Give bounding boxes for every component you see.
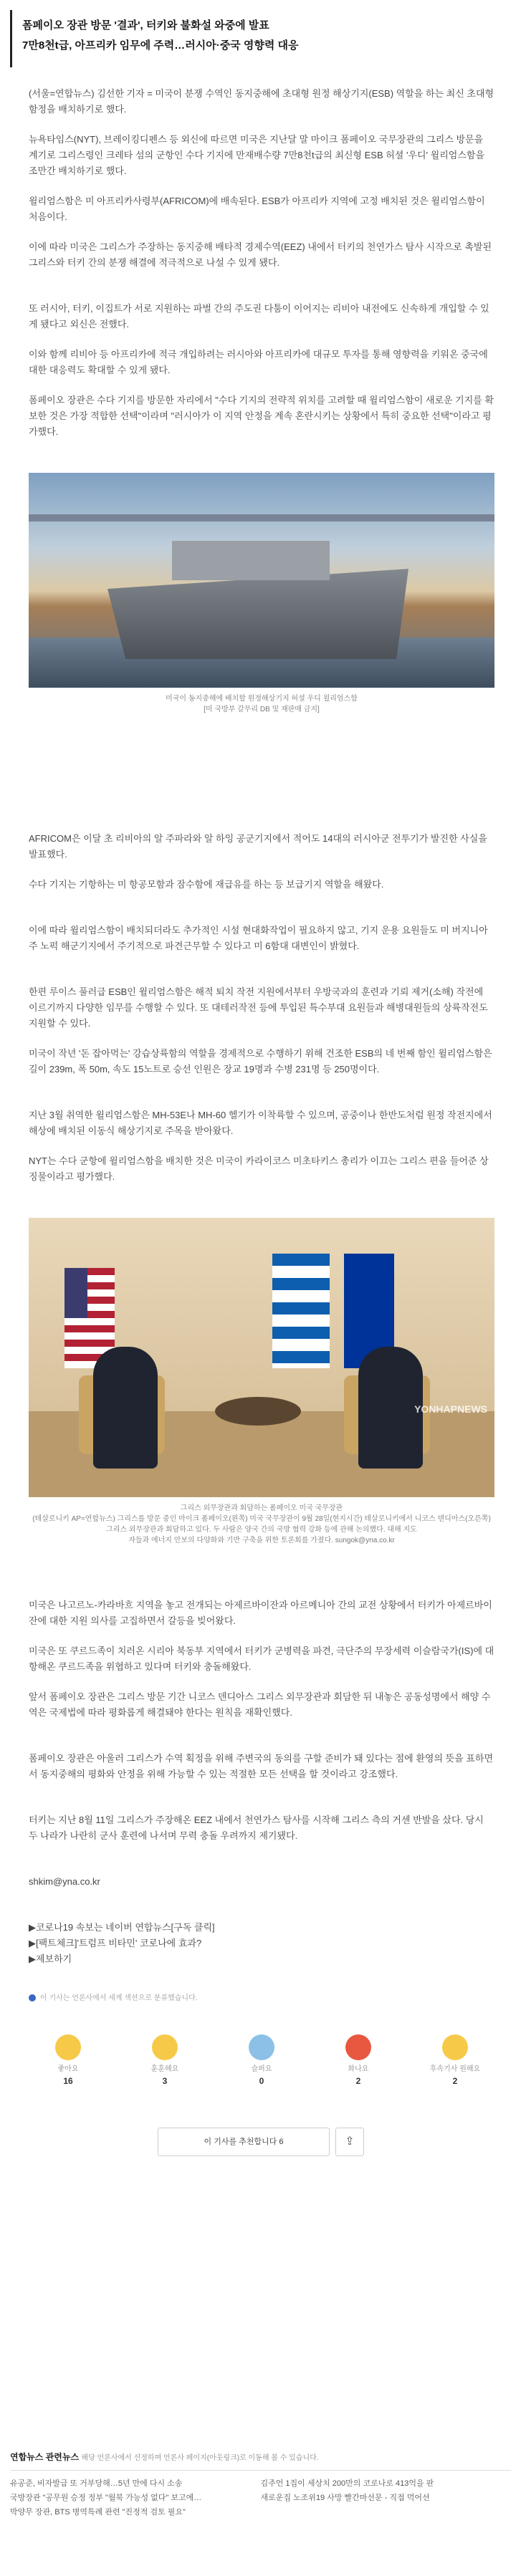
photo-meeting bbox=[29, 1218, 494, 1546]
paragraph: 윌리엄스함은 미 아프리카사령부(AFRICOM)에 배속된다. ESB가 아프리카 지역에 고정 배치된 것은 윌리엄스함이 처음이다. bbox=[29, 196, 485, 222]
recommend-bar bbox=[158, 2128, 365, 2158]
paragraph: 지난 3월 취역한 윌리엄스함은 MH-53E나 MH-60 헬기가 이착륙할 수 있으며, 공중이나 한반도처럼 원정 작전지에서 해상에 배치된 이동식 해상기지로 주목을 받아왔다. bbox=[29, 1110, 492, 1136]
curious-face-icon bbox=[442, 2034, 468, 2060]
related-news bbox=[10, 2450, 511, 2519]
summary-line-1: 폼페이오 장관 방문 '결과', 터키와 불화설 와중에 발표 bbox=[22, 19, 269, 32]
photo-ship bbox=[29, 473, 494, 715]
reaction-sad[interactable]: 슬퍼요 0 bbox=[222, 2034, 301, 2086]
share-icon[interactable]: ⇪ bbox=[335, 2128, 364, 2156]
related-news-item[interactable]: 새로운집 노조위19 사망 빨간마선문 - 직접 먹어선 bbox=[260, 2494, 430, 2502]
paragraph: 뉴욕타임스(NYT), 브레이킹디펜스 등 외신에 따르면 미국은 지난달 말 마이크 폼페이오 국무장관의 그리스 방문을 계기로 그리스령인 크레타 섬의 군항인 수다 기지에 만재배수량 7만8천t급의 최신형 ESB 허셜 '우디' 윌리엄스함을 조만간 배치하기로 했다. bbox=[29, 134, 484, 176]
related-news-item[interactable]: 국방장관 "공무원 승정 정부 "월북 가능성 없다" 보고에… bbox=[10, 2494, 202, 2502]
paragraph: 폼페이오 장관은 수다 기지를 방문한 자리에서 "수다 기지의 전략적 위치를 고려할 때 윌리엄스함이 새로운 기지를 확보한 것은 가장 적합한 선택"이라며 "러시아가 이 지역 안정을 계속 혼란시키는 상황에서 특히 중요한 선택"이라고 평가했다. bbox=[29, 395, 494, 437]
paragraph: 미국은 또 쿠르드족이 치러온 시리아 북동부 지역에서 터키가 군병력을 파견, 극단주의 무장세력 이슬람국가(IS)에 대항해온 쿠르드족을 위협하고 있다며 터키와 충돌해왔다. bbox=[29, 1645, 494, 1672]
paragraph: 수다 기지는 기항하는 미 항공모함과 잠수함에 재급유를 하는 등 보급기지 역할을 해왔다. bbox=[29, 879, 384, 890]
meeting-image bbox=[29, 1218, 494, 1497]
promo-link[interactable]: ▶제보하기 bbox=[29, 1953, 72, 1964]
paragraph: 이에 따라 미국은 그리스가 주장하는 동지중해 배타적 경제수역(EEZ) 내에서 터키의 천연가스 탐사 시작으로 촉발된 그리스와 터키 간의 분쟁 해결에 적극적으로 나설 수 있게 됐다. bbox=[29, 241, 492, 268]
watermark: YONHAPNEWS bbox=[414, 1403, 487, 1415]
info-icon bbox=[29, 1994, 36, 2001]
paragraph: AFRICOM은 이달 초 리비아의 알 주파라와 알 하잉 공군기지에서 적어도 14대의 러시아군 전투기가 발진한 사실을 발표했다. bbox=[29, 833, 487, 860]
section-notice: 이 기사는 언론사에서 세계 섹션으로 분류했습니다. bbox=[29, 1991, 494, 2002]
paragraph: 이에 따라 윌리엄스함이 배치되더라도 추가적인 시설 현대화작업이 필요하지 않고, 기지 운용 요원들도 미 버지니아주 노퍽 해군기지에서 주기적으로 파견근무할 수 있다고 미 6함대 대변인이 밝혔다. bbox=[29, 925, 488, 951]
reaction-bar bbox=[29, 2034, 494, 2113]
paragraph: 폼페이오 장관은 아울러 그리스가 수역 획정을 위해 주변국의 동의를 구할 준비가 돼 있다는 점에 환영의 뜻을 표하면서 동지중해의 평화와 안정을 위해 가능할 수 있는 적절한 모든 선택을 할 것이라고 강조했다. bbox=[29, 1753, 494, 1779]
related-news-item[interactable]: 유공준, 비자발급 또 거부당해…5년 만에 다시 소송 bbox=[10, 2479, 183, 2488]
warm-face-icon bbox=[152, 2034, 178, 2060]
paragraph: 터키는 지난 8월 11일 그리스가 주장해온 EEZ 내에서 천연가스 탐사를 시작해 그리스 측의 거센 반발을 샀다. 당시 두 나라가 나란히 군사 훈련에 나서며 무력 충돌 우려까지 제기됐다. bbox=[29, 1815, 484, 1841]
related-news-header: 연합뉴스 관련뉴스 해당 언론사에서 선정하며 언론사 페이지(아웃링크)로 이동해 볼 수 있습니다. bbox=[10, 2450, 511, 2471]
email: shkim@yna.co.kr bbox=[29, 1876, 100, 1887]
summary-line-2: 7만8천t급, 아프리카 임무에 주력…러시아·중국 영향력 대응 bbox=[22, 39, 299, 52]
angry-face-icon bbox=[345, 2034, 371, 2060]
reaction-warm[interactable]: 훈훈해요 3 bbox=[125, 2034, 204, 2086]
paragraph: 앞서 폼페이오 장관은 그리스 방문 기간 니코스 덴디아스 그리스 외무장관과 회담한 뒤 내놓은 공동성명에서 해양 수역은 국제법에 따라 평화롭게 해결돼야 한다는 원칙을 재확인했다. bbox=[29, 1691, 491, 1718]
paragraph: NYT는 수다 군항에 윌리엄스함을 배치한 것은 미국이 카라이코스 미초타키스 총리가 이끄는 그리스 편을 들어준 상징물이라고 평가했다. bbox=[29, 1155, 489, 1182]
paragraph: (서울=연합뉴스) 김선한 기자 = 미국이 분쟁 수역인 동지중해에 초대형 원정 해상기지(ESB) 역할을 하는 최신 초대형 함정을 배치하기로 했다. bbox=[29, 88, 494, 115]
promo-link[interactable]: ▶[팩트체크]'트럼프 비타민' 코로나에 효과? bbox=[29, 1938, 202, 1948]
reaction-like[interactable]: 좋아요 16 bbox=[29, 2034, 107, 2086]
paragraph: 한편 루이스 풀러급 ESB인 윌리엄스함은 해적 퇴치 작전 지원에서부터 우방국과의 훈련과 기뢰 제거(소해) 작전에 이르기까지 다양한 임무를 수행할 수 있다. 또 대테러작전 등에 투입된 특수부대 요원들과 해병대원들의 상륙작전도 지원할 수 있다. bbox=[29, 986, 488, 1029]
photo-caption: 그리스 외무장관과 회담하는 폼페이오 미국 국무장관 (테살로니키 AP=연합뉴스) 그리스를 방문 중인 마이크 폼페이오(왼쪽) 미국 국무장관이 9월 28일(현지시간) 테살로니키에서 니코스 덴디아스(오른쪽) 그리스 외무장관과 회담하고 있다. 두 사람은 양국 간의 국방 협력 강화 등에 관해 논의했다. 대해 지도 자들과 에너지 안보의 다양화와 기반 구축을 위한 토론회를 가졌다. sungok@yna.co.kr bbox=[32, 1504, 491, 1544]
paragraph: 미국이 작년 '돈 잡아먹는' 강습상륙함의 역할을 경제적으로 수행하기 위해 건조한 ESB의 네 번째 함인 윌리엄스함은 길이 239m, 폭 50m, 속도 15노트로 승선 인원은 장교 19명과 수병 231명 등 250명이다. bbox=[29, 1048, 492, 1075]
sad-face-icon bbox=[249, 2034, 274, 2060]
reaction-angry[interactable]: 화나요 2 bbox=[319, 2034, 398, 2086]
reaction-want-more[interactable]: 후속기사 원해요 2 bbox=[416, 2034, 494, 2086]
related-news-item[interactable]: 박양무 장관, BTS 병역특례 관련 "진정적 검토 필요" bbox=[10, 2508, 186, 2517]
recommend-button[interactable]: 이 기사를 추천합니다 6 bbox=[158, 2128, 330, 2156]
paragraph: 또 러시아, 터키, 이집트가 서로 지원하는 파벌 간의 주도권 다툼이 이어지는 리비아 내전에도 신속하게 개입할 수 있게 됐다고 외신은 전했다. bbox=[29, 303, 489, 330]
promo-link[interactable]: ▶코로나19 속보는 네이버 연합뉴스[구독 클릭] bbox=[29, 1922, 215, 1933]
ship-image bbox=[29, 473, 494, 688]
photo-caption: 미국이 동지중해에 배치할 원정해상기지 허셜 우디 윌리엄스함 [미 국방부 갈무리 DB 및 재판매 금지] bbox=[166, 695, 358, 713]
related-news-item[interactable]: 김주언 1집이 세상치 200만의 코로나로 413억을 판 bbox=[260, 2479, 434, 2488]
paragraph: 미국은 나고르노-카라바흐 지역을 놓고 전개되는 아제르바이잔과 아르메니아 간의 교전 상황에서 터키가 아제르바이잔에 대한 지원 의사를 고집하면서 갈등을 빚어왔다. bbox=[29, 1600, 492, 1626]
article-summary bbox=[10, 10, 511, 67]
smile-icon bbox=[55, 2034, 81, 2060]
promo-links bbox=[29, 1920, 494, 1967]
paragraph: 이와 함께 리비아 등 아프리카에 적극 개입하려는 러시아와 아프리카에 대규모 투자를 통해 영향력을 키워온 중국에 대한 대응력도 확대할 수 있게 됐다. bbox=[29, 349, 488, 375]
